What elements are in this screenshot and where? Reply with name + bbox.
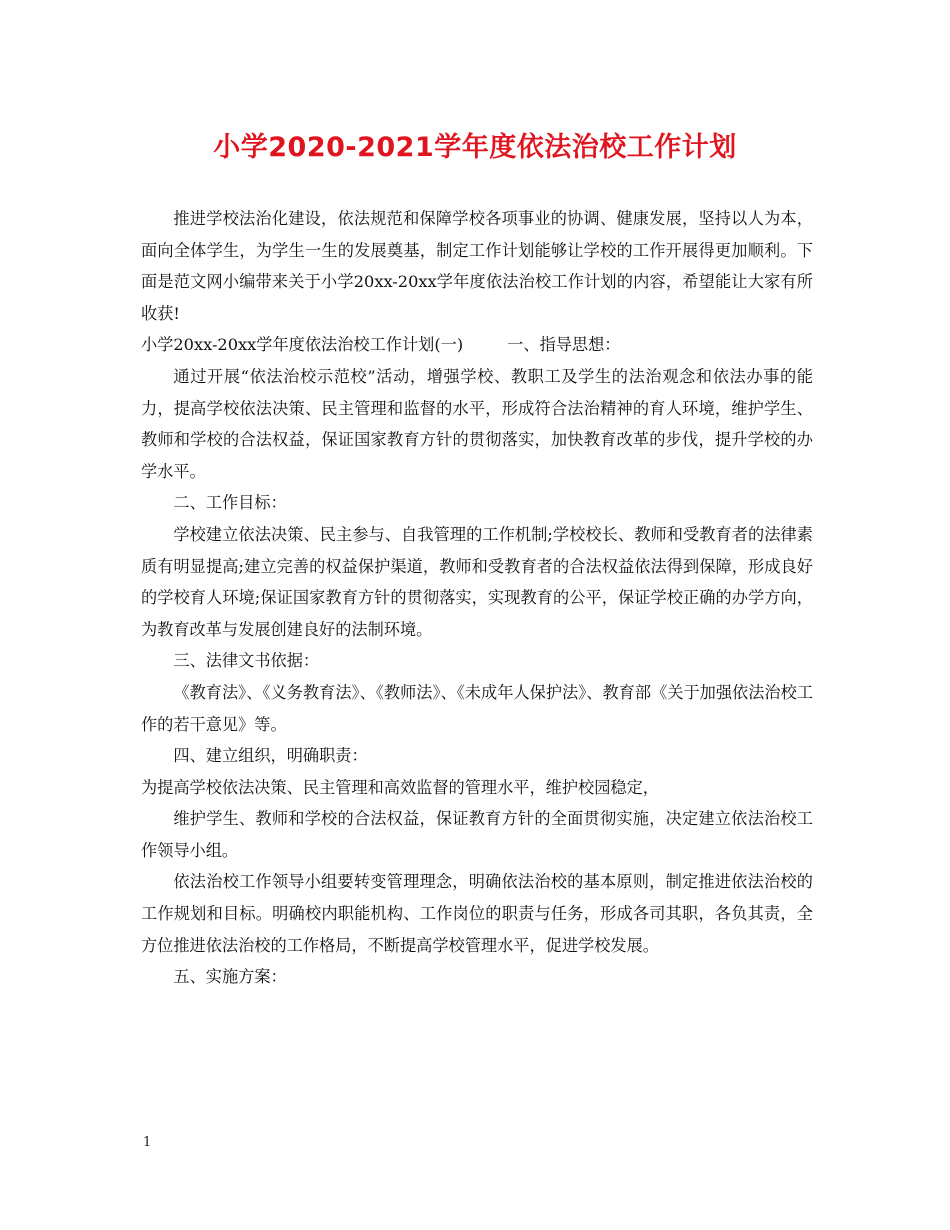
- section3-heading: 三、法律文书依据：: [173, 651, 320, 671]
- page-number: 1: [143, 1135, 152, 1150]
- section2-heading: 二、工作目标：: [173, 493, 287, 513]
- section2-paragraph: 学校建立依法决策、民主参与、自我管理的工作机制;学校校长、教师和受教育者的法律素质有明显提高;建立完善的权益保护渠道，教师和受教育者的合法权益依法得到保障，形成良好的学校育人环境;保证国家教育方针的贯彻落实，实现教育的公平，保证学校正确的办学方向，为教育改革与发展创建良好的法制环境。: [141, 524, 813, 639]
- document-body: [141, 203, 813, 993]
- section1-paragraph: 通过开展“依法治校示范校”活动，增强学校、教职工及学生的法治观念和依法办事的能力，提高学校依法决策、民主管理和监督的水平，形成符合法治精神的育人环境，维护学生、教师和学校的合法权益，保证国家教育方针的贯彻落实，加快教育改革的步伐，提升学校的办学水平。: [141, 366, 813, 481]
- section4-paragraph-3: 依法治校工作领导小组要转变管理理念，明确依法治校的基本原则，制定推进依法治校的工作规划和目标。明确校内职能机构、工作岗位的职责与任务，形成各司其职，各负其责，全方位推进依法治校的工作格局，不断提高学校管理水平，促进学校发展。: [141, 872, 813, 955]
- plan-heading-line: [141, 329, 813, 361]
- section4-paragraph-2: 维护学生、教师和学校的合法权益，保证教育方针的全面贯彻实施，决定建立依法治校工作领导小组。: [141, 809, 813, 860]
- section4-heading: 四、建立组织，明确职责：: [173, 746, 368, 766]
- section5-heading: 五、实施方案：: [173, 967, 287, 987]
- section3-paragraph: 《教育法》、《义务教育法》、《教师法》、《未成年人保护法》、教育部《关于加强依法治校工作的若干意见》等。: [141, 682, 813, 734]
- document-title: 小学2020-2021学年度依法治校工作计划: [213, 132, 737, 163]
- section1-heading: 一、指导思想：: [507, 335, 621, 355]
- intro-paragraph: 推进学校法治化建设，依法规范和保障学校各项事业的协调、健康发展，坚持以人为本，面向全体学生，为学生一生的发展奠基，制定工作计划能够让学校的工作开展得更加顺利。下面是范文网小编带来关于小学20xx-20xx学年度依法治校工作计划的内容，希望能让大家有所收获!: [141, 209, 813, 323]
- section4-paragraph-1: 为提高学校依法决策、民主管理和高效监督的管理水平，维护校园稳定，: [141, 777, 659, 797]
- plan-heading: 小学20xx-20xx学年度依法治校工作计划(一): [141, 335, 464, 355]
